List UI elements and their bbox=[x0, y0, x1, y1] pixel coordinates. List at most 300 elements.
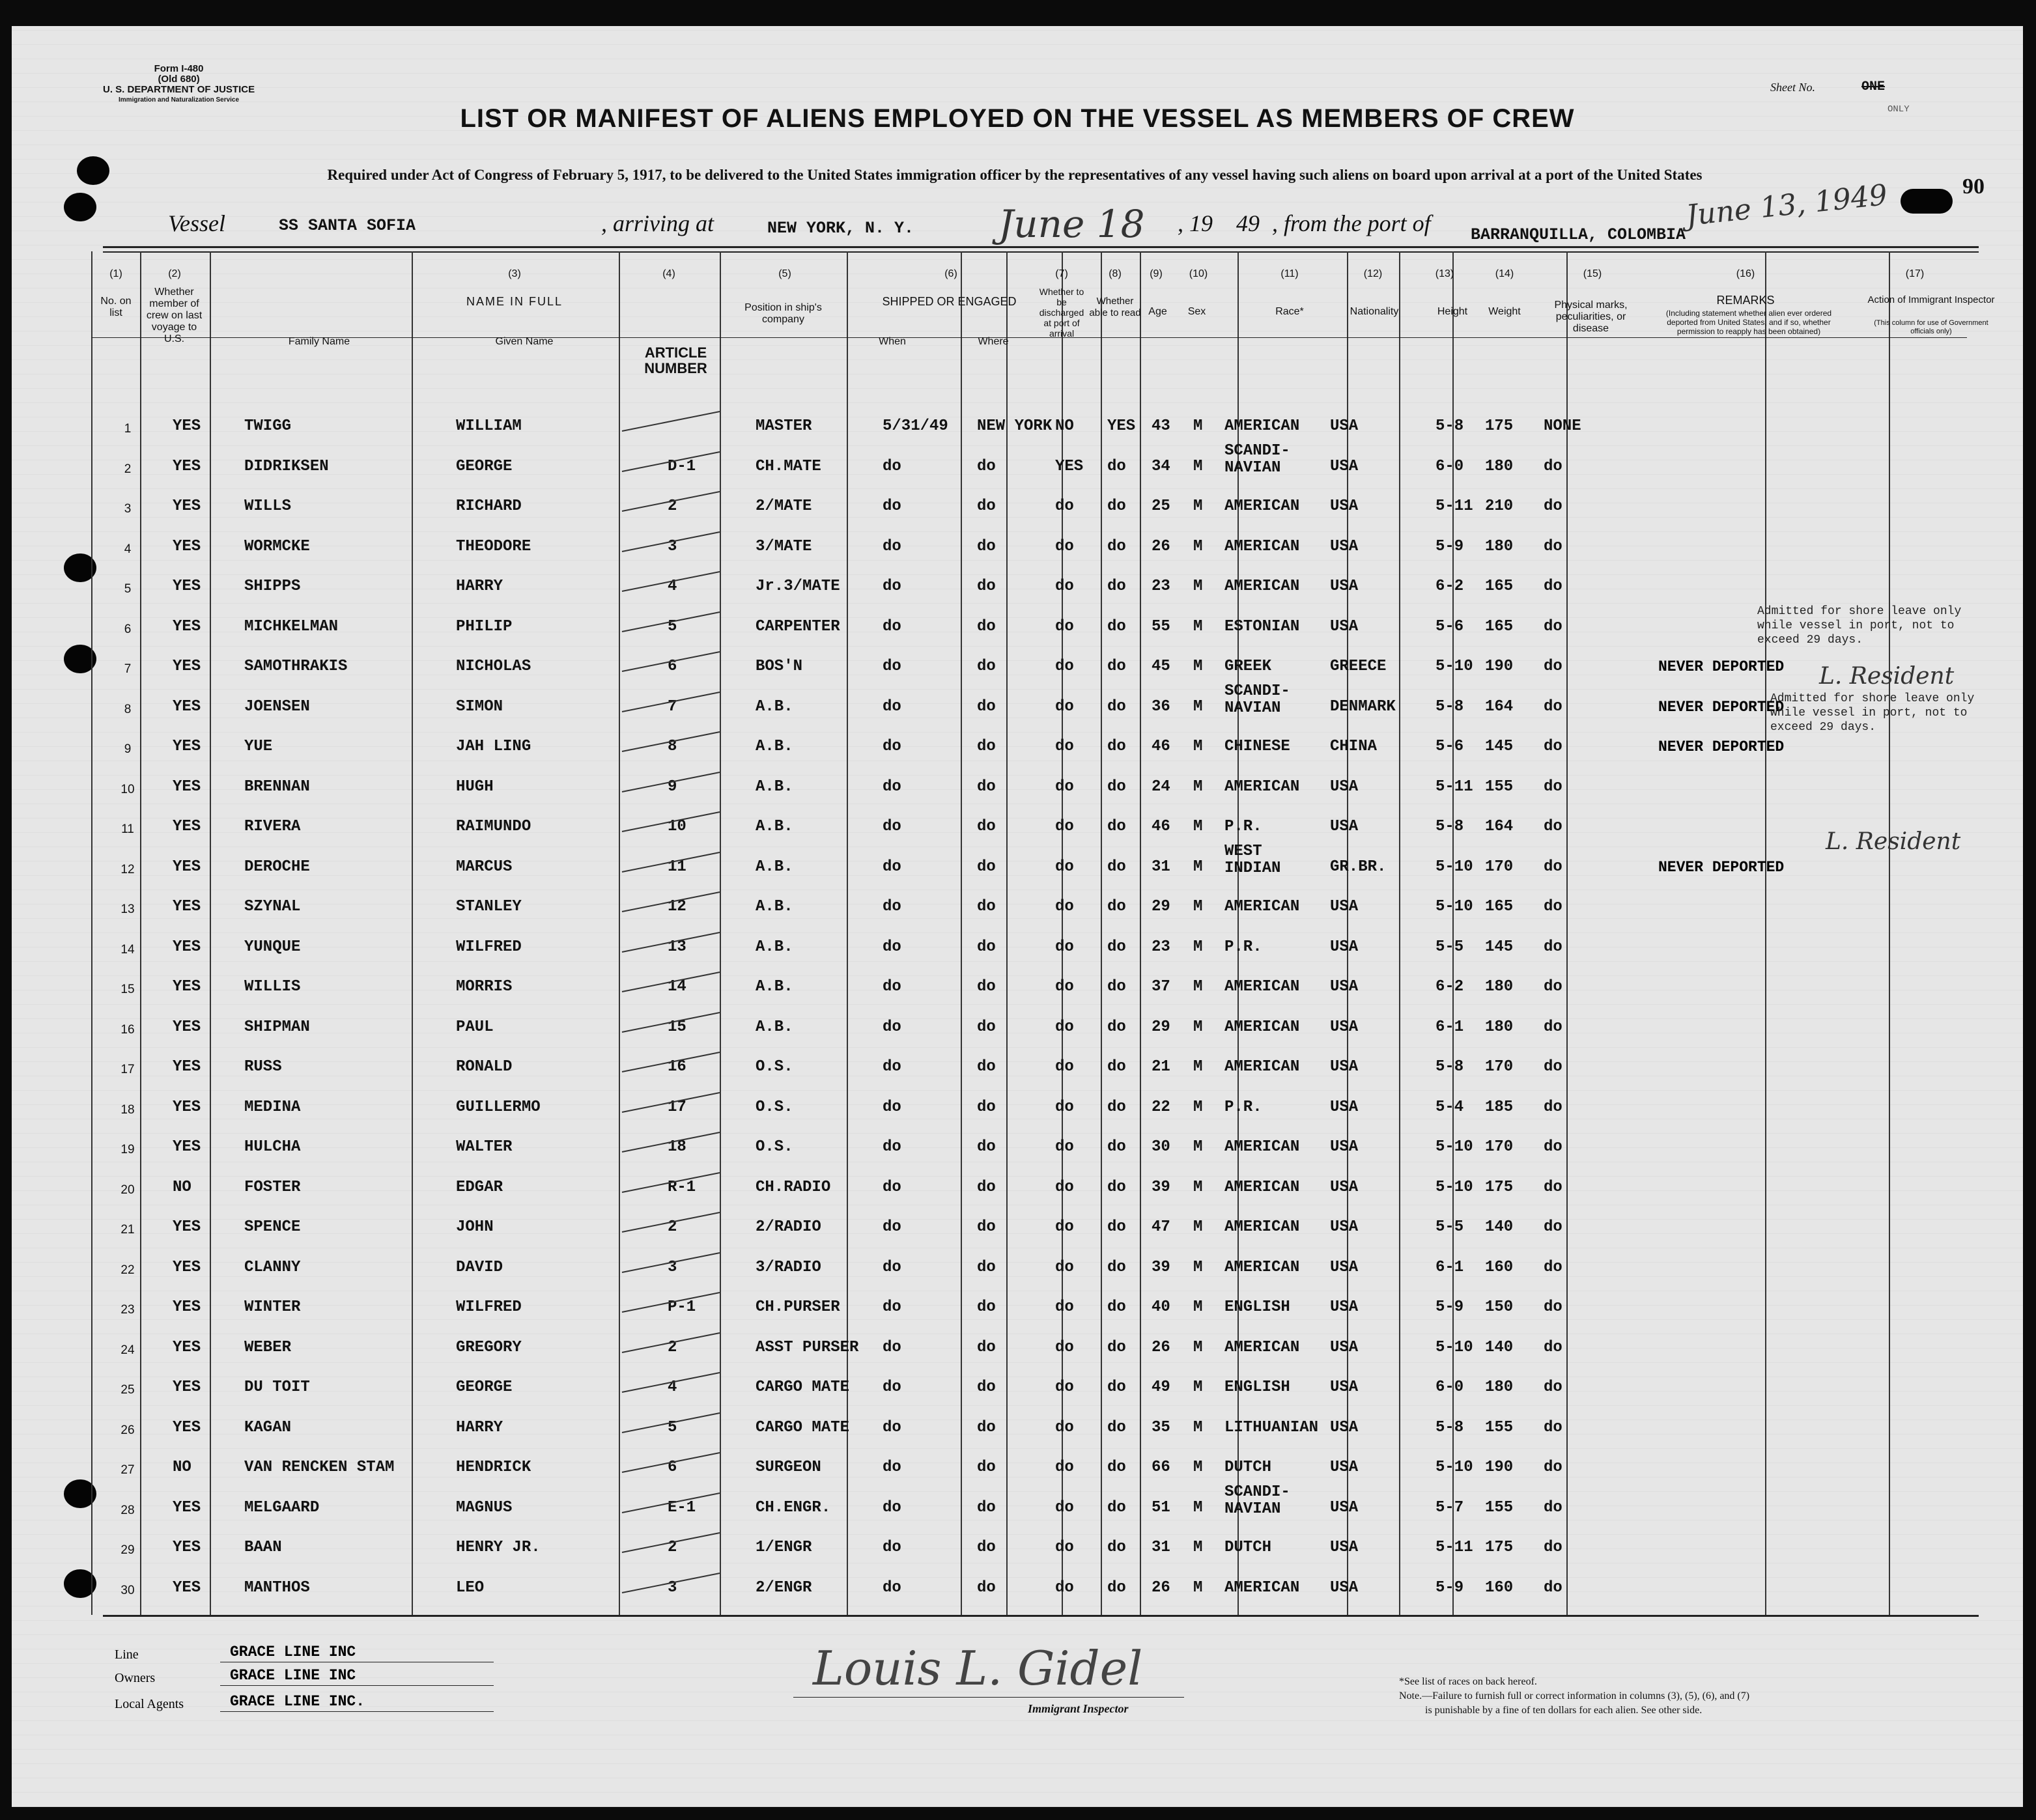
row-number: 9 bbox=[124, 742, 132, 756]
family-name-cell: BRENNAN bbox=[244, 777, 310, 796]
read-cell: do bbox=[1107, 1098, 1126, 1116]
sex-cell: M bbox=[1193, 1539, 1203, 1556]
position-cell: A.B. bbox=[756, 858, 793, 876]
column-divider bbox=[91, 251, 92, 1615]
read-cell: do bbox=[1107, 978, 1126, 996]
weight-cell: 145 bbox=[1485, 938, 1514, 956]
article-cell: 15 bbox=[668, 1018, 686, 1036]
position-cell: MASTER bbox=[756, 417, 812, 435]
article-cell: 11 bbox=[668, 858, 686, 876]
sex-cell: M bbox=[1193, 617, 1203, 636]
nationality-cell: USA bbox=[1330, 617, 1359, 636]
marks-cell: do bbox=[1544, 1018, 1562, 1036]
discharged-cell: do bbox=[1055, 978, 1074, 996]
nationality-cell: USA bbox=[1330, 1338, 1359, 1356]
height-cell: 5-10 bbox=[1435, 658, 1473, 675]
height-cell: 5-8 bbox=[1435, 1418, 1464, 1436]
race-cell: AMERICAN bbox=[1224, 1138, 1300, 1156]
column-divider bbox=[1765, 251, 1766, 1615]
nationality-cell: GR.BR. bbox=[1330, 858, 1387, 876]
pen-tick-mark bbox=[619, 1250, 723, 1276]
col-header-nationality: Nationality bbox=[1350, 306, 1399, 317]
column-number: (14) bbox=[1495, 268, 1514, 279]
nationality-cell: USA bbox=[1330, 1258, 1359, 1276]
age-cell: 21 bbox=[1152, 1058, 1170, 1076]
race-cell: WEST INDIAN bbox=[1224, 842, 1281, 877]
last-voyage-cell: YES bbox=[173, 1379, 201, 1396]
shore-leave-stamp: Admitted for shore leave only while vessel in port, not to exceed 29 days. bbox=[1770, 692, 1975, 734]
race-cell: AMERICAN bbox=[1224, 1058, 1300, 1076]
race-cell: AMERICAN bbox=[1224, 1258, 1300, 1276]
pen-tick-mark bbox=[619, 1050, 723, 1076]
height-cell: 5-9 bbox=[1435, 1298, 1464, 1316]
discharged-cell: do bbox=[1055, 1539, 1074, 1556]
family-name-cell: JOENSEN bbox=[244, 697, 310, 716]
col-header-weight: Weight bbox=[1488, 306, 1521, 317]
col-header-action-sub: (This column for use of Government officials only) bbox=[1874, 319, 1988, 335]
height-cell: 5-4 bbox=[1435, 1098, 1464, 1116]
height-cell: 6-0 bbox=[1435, 457, 1464, 475]
row-number: 4 bbox=[124, 542, 132, 556]
marks-cell: do bbox=[1544, 1338, 1562, 1356]
pen-tick-mark bbox=[619, 1010, 723, 1036]
nationality-cell: USA bbox=[1330, 777, 1359, 796]
line-value: GRACE LINE INC bbox=[230, 1644, 356, 1660]
shipped-where-cell: do bbox=[977, 1138, 996, 1156]
height-cell: 5-7 bbox=[1435, 1498, 1464, 1517]
sex-cell: M bbox=[1193, 417, 1203, 435]
discharged-cell: do bbox=[1055, 938, 1074, 956]
redaction-blot bbox=[1901, 189, 1953, 214]
family-name-cell: SPENCE bbox=[244, 1218, 301, 1236]
shipped-where-cell: do bbox=[977, 1218, 996, 1236]
nationality-cell: USA bbox=[1330, 417, 1359, 435]
height-cell: 5-5 bbox=[1435, 938, 1464, 956]
last-voyage-cell: YES bbox=[173, 1018, 201, 1036]
given-name-cell: DAVID bbox=[456, 1258, 503, 1276]
article-cell: 5 bbox=[668, 617, 677, 636]
marks-cell: do bbox=[1544, 578, 1562, 595]
given-name-cell: WILLIAM bbox=[456, 417, 522, 435]
discharged-cell: do bbox=[1055, 537, 1074, 555]
column-divider bbox=[1006, 251, 1008, 1615]
row-number: 22 bbox=[120, 1263, 135, 1277]
height-cell: 6-1 bbox=[1435, 1258, 1464, 1276]
shipped-when-cell: do bbox=[883, 1138, 901, 1156]
shipped-when-cell: do bbox=[883, 1539, 901, 1556]
position-cell: A.B. bbox=[756, 1018, 793, 1036]
weight-cell: 145 bbox=[1485, 738, 1514, 755]
race-cell: P.R. bbox=[1224, 818, 1262, 835]
shipped-where-cell: do bbox=[977, 1578, 996, 1597]
shipped-when-cell: do bbox=[883, 578, 901, 595]
height-cell: 5-5 bbox=[1435, 1218, 1464, 1236]
last-voyage-cell: YES bbox=[173, 1498, 201, 1517]
last-voyage-cell: YES bbox=[173, 1058, 201, 1076]
article-cell: 14 bbox=[668, 978, 686, 996]
age-cell: 29 bbox=[1152, 1018, 1170, 1036]
column-divider bbox=[1347, 251, 1348, 1615]
column-number: (17) bbox=[1905, 268, 1925, 279]
nationality-cell: USA bbox=[1330, 898, 1359, 916]
race-cell: SCANDI- NAVIAN bbox=[1224, 682, 1290, 717]
race-cell: ESTONIAN bbox=[1224, 617, 1300, 636]
marks-cell: do bbox=[1544, 1058, 1562, 1076]
shipped-when-cell: do bbox=[883, 738, 901, 755]
marks-cell: do bbox=[1544, 898, 1562, 916]
given-name-cell: HARRY bbox=[456, 578, 503, 595]
age-cell: 34 bbox=[1152, 457, 1170, 475]
family-name-cell: CLANNY bbox=[244, 1258, 301, 1276]
family-name-cell: KAGAN bbox=[244, 1418, 292, 1436]
column-divider bbox=[1889, 251, 1890, 1615]
form-old-number: (Old 680) bbox=[158, 74, 200, 85]
nationality-cell: USA bbox=[1330, 1058, 1359, 1076]
shipped-when-cell: do bbox=[883, 1298, 901, 1316]
discharged-cell: do bbox=[1055, 1098, 1074, 1116]
shipped-when-cell: do bbox=[883, 537, 901, 555]
marks-cell: do bbox=[1544, 1098, 1562, 1116]
sex-cell: M bbox=[1193, 858, 1203, 876]
column-number: (2) bbox=[168, 268, 181, 279]
row-number: 26 bbox=[120, 1423, 135, 1437]
position-cell: 2/RADIO bbox=[756, 1218, 821, 1236]
read-cell: do bbox=[1107, 1459, 1126, 1476]
shipped-where-cell: NEW YORK bbox=[977, 417, 1053, 435]
row-number: 14 bbox=[120, 942, 135, 957]
height-cell: 5-9 bbox=[1435, 537, 1464, 555]
shipped-where-cell: do bbox=[977, 1298, 996, 1316]
read-cell: do bbox=[1107, 1178, 1126, 1196]
article-cell: 9 bbox=[668, 777, 677, 796]
height-cell: 6-0 bbox=[1435, 1379, 1464, 1396]
height-cell: 5-10 bbox=[1435, 1459, 1473, 1476]
col-header-no: No. on list bbox=[100, 296, 132, 318]
age-cell: 39 bbox=[1152, 1178, 1170, 1196]
last-voyage-cell: YES bbox=[173, 978, 201, 996]
race-cell: AMERICAN bbox=[1224, 978, 1300, 996]
col-header-remarks: REMARKS bbox=[1716, 294, 1775, 307]
last-voyage-cell: YES bbox=[173, 1338, 201, 1356]
column-divider bbox=[1399, 251, 1400, 1615]
last-voyage-cell: YES bbox=[173, 777, 201, 796]
given-name-cell: MORRIS bbox=[456, 978, 513, 996]
position-cell: CARGO MATE bbox=[756, 1418, 850, 1436]
given-name-cell: GREGORY bbox=[456, 1338, 522, 1356]
family-name-cell: WINTER bbox=[244, 1298, 301, 1316]
height-cell: 5-6 bbox=[1435, 617, 1464, 636]
col-header-given-name: Given Name bbox=[495, 336, 554, 347]
pen-tick-mark bbox=[619, 609, 723, 636]
remark-cell: NEVER DEPORTED bbox=[1658, 658, 1785, 675]
age-cell: 29 bbox=[1152, 898, 1170, 916]
given-name-cell: HARRY bbox=[456, 1418, 503, 1436]
position-cell: BOS'N bbox=[756, 658, 803, 675]
family-name-cell: SHIPMAN bbox=[244, 1018, 310, 1036]
column-number: (10) bbox=[1189, 268, 1208, 279]
age-cell: 26 bbox=[1152, 1338, 1170, 1356]
col-header-where: Where bbox=[978, 336, 1009, 347]
nationality-cell: USA bbox=[1330, 1018, 1359, 1036]
position-cell: 3/MATE bbox=[756, 537, 812, 555]
pen-tick-mark bbox=[619, 1290, 723, 1316]
discharged-cell: do bbox=[1055, 1578, 1074, 1597]
arriving-label: , arriving at bbox=[601, 210, 714, 236]
discharged-cell: do bbox=[1055, 1379, 1074, 1396]
marks-cell: do bbox=[1544, 978, 1562, 996]
race-cell: AMERICAN bbox=[1224, 777, 1300, 796]
age-cell: 39 bbox=[1152, 1258, 1170, 1276]
column-number: (5) bbox=[778, 268, 791, 279]
discharged-cell: do bbox=[1055, 1298, 1074, 1316]
age-cell: 26 bbox=[1152, 1578, 1170, 1597]
shipped-when-cell: do bbox=[883, 457, 901, 475]
nationality-cell: USA bbox=[1330, 537, 1359, 555]
family-name-cell: YUE bbox=[244, 738, 273, 755]
given-name-cell: PHILIP bbox=[456, 617, 513, 636]
age-cell: 23 bbox=[1152, 578, 1170, 595]
row-number: 7 bbox=[124, 662, 132, 676]
weight-cell: 160 bbox=[1485, 1578, 1514, 1597]
weight-cell: 150 bbox=[1485, 1298, 1514, 1316]
given-name-cell: NICHOLAS bbox=[456, 658, 531, 675]
owners-value: GRACE LINE INC bbox=[230, 1667, 356, 1684]
column-divider bbox=[1062, 251, 1063, 1615]
shipped-when-cell: do bbox=[883, 1338, 901, 1356]
marks-cell: do bbox=[1544, 617, 1562, 636]
article-cell: P-1 bbox=[668, 1298, 696, 1316]
pen-tick-mark bbox=[619, 809, 723, 835]
given-name-cell: WILFRED bbox=[456, 1298, 522, 1316]
remark-cell: NEVER DEPORTED bbox=[1658, 858, 1785, 876]
departure-port: BARRANQUILLA, COLOMBIA bbox=[1471, 225, 1686, 244]
given-name-cell: GEORGE bbox=[456, 457, 513, 475]
pen-tick-mark bbox=[619, 409, 723, 435]
shipped-when-cell: do bbox=[883, 1098, 901, 1116]
shipped-when-cell: do bbox=[883, 1058, 901, 1076]
article-cell: 3 bbox=[668, 1578, 677, 1597]
article-cell: 2 bbox=[668, 1218, 677, 1236]
col-header-age: Age bbox=[1148, 306, 1167, 317]
arrival-port: NEW YORK, N. Y. bbox=[767, 219, 914, 238]
age-cell: 30 bbox=[1152, 1138, 1170, 1156]
given-name-cell: MARCUS bbox=[456, 858, 513, 876]
read-cell: do bbox=[1107, 777, 1126, 796]
marks-cell: do bbox=[1544, 1498, 1562, 1517]
shipped-where-cell: do bbox=[977, 1018, 996, 1036]
column-number: (3) bbox=[508, 268, 521, 279]
sex-cell: M bbox=[1193, 898, 1203, 916]
agents-value: GRACE LINE INC. bbox=[230, 1693, 365, 1710]
article-cell: 18 bbox=[668, 1138, 686, 1156]
marks-cell: do bbox=[1544, 537, 1562, 555]
column-divider bbox=[961, 251, 962, 1615]
nationality-cell: USA bbox=[1330, 1098, 1359, 1116]
read-cell: do bbox=[1107, 738, 1126, 755]
marks-cell: do bbox=[1544, 658, 1562, 675]
pen-tick-mark bbox=[619, 970, 723, 996]
discharged-cell: do bbox=[1055, 658, 1074, 675]
sex-cell: M bbox=[1193, 1578, 1203, 1597]
column-divider bbox=[1452, 251, 1454, 1615]
discharged-cell: do bbox=[1055, 898, 1074, 916]
weight-cell: 180 bbox=[1485, 537, 1514, 555]
service-name: Immigration and Naturalization Service bbox=[119, 96, 240, 104]
discharged-cell: do bbox=[1055, 738, 1074, 755]
shipped-where-cell: do bbox=[977, 1058, 996, 1076]
height-cell: 5-8 bbox=[1435, 417, 1464, 435]
inspector-signature: Louis L. Gidel bbox=[813, 1641, 1143, 1696]
article-cell: 2 bbox=[668, 497, 677, 515]
family-name-cell: YUNQUE bbox=[244, 938, 301, 956]
read-cell: YES bbox=[1107, 417, 1136, 435]
height-cell: 5-10 bbox=[1435, 898, 1473, 916]
given-name-cell: HENDRICK bbox=[456, 1459, 531, 1476]
row-number: 12 bbox=[120, 862, 135, 876]
nationality-cell: DENMARK bbox=[1330, 697, 1396, 716]
article-cell: 3 bbox=[668, 537, 677, 555]
read-cell: do bbox=[1107, 1338, 1126, 1356]
article-cell: 3 bbox=[668, 1258, 677, 1276]
last-voyage-cell: YES bbox=[173, 818, 201, 835]
height-cell: 5-11 bbox=[1435, 777, 1473, 796]
marks-cell: do bbox=[1544, 457, 1562, 475]
height-cell: 6-1 bbox=[1435, 1018, 1464, 1036]
pen-tick-mark bbox=[619, 1090, 723, 1116]
agents-label: Local Agents bbox=[115, 1697, 184, 1711]
weight-cell: 155 bbox=[1485, 1498, 1514, 1517]
age-cell: 49 bbox=[1152, 1379, 1170, 1396]
article-cell: 8 bbox=[668, 738, 677, 755]
read-cell: do bbox=[1107, 1018, 1126, 1036]
age-cell: 36 bbox=[1152, 697, 1170, 716]
position-cell: CARGO MATE bbox=[756, 1379, 850, 1396]
shipped-when-cell: do bbox=[883, 978, 901, 996]
column-divider bbox=[412, 251, 413, 1615]
given-name-cell: LEO bbox=[456, 1578, 485, 1597]
discharged-cell: do bbox=[1055, 1058, 1074, 1076]
sheet-alt-value: ONLY bbox=[1888, 104, 1910, 115]
col-header-article-number: ARTICLE NUMBER bbox=[644, 344, 707, 376]
marks-cell: do bbox=[1544, 1539, 1562, 1556]
position-cell: A.B. bbox=[756, 978, 793, 996]
sex-cell: M bbox=[1193, 777, 1203, 796]
read-cell: do bbox=[1107, 858, 1126, 876]
marks-cell: do bbox=[1544, 1178, 1562, 1196]
position-cell: CH.PURSER bbox=[756, 1298, 840, 1316]
age-cell: 35 bbox=[1152, 1418, 1170, 1436]
read-cell: do bbox=[1107, 1539, 1126, 1556]
shipped-when-cell: do bbox=[883, 938, 901, 956]
read-cell: do bbox=[1107, 818, 1126, 835]
nationality-cell: USA bbox=[1330, 1379, 1359, 1396]
pen-tick-mark bbox=[619, 489, 723, 515]
position-cell: 1/ENGR bbox=[756, 1539, 812, 1556]
family-name-cell: BAAN bbox=[244, 1539, 282, 1556]
age-cell: 26 bbox=[1152, 537, 1170, 555]
read-cell: do bbox=[1107, 1418, 1126, 1436]
given-name-cell: JOHN bbox=[456, 1218, 494, 1236]
last-voyage-cell: YES bbox=[173, 858, 201, 876]
age-cell: 25 bbox=[1152, 497, 1170, 515]
row-number: 6 bbox=[124, 622, 132, 636]
form-number: Form I-480 bbox=[154, 63, 204, 74]
col-header-position: Position in ship's company bbox=[744, 302, 822, 325]
article-cell: 4 bbox=[668, 1379, 677, 1396]
position-cell: CARPENTER bbox=[756, 617, 840, 636]
sex-cell: M bbox=[1193, 457, 1203, 475]
discharged-cell: NO bbox=[1055, 417, 1074, 435]
last-voyage-cell: YES bbox=[173, 497, 201, 515]
position-cell: 2/MATE bbox=[756, 497, 812, 515]
page-number: 90 bbox=[1962, 175, 1985, 199]
col-header-name: NAME IN FULL bbox=[466, 295, 563, 308]
marks-cell: do bbox=[1544, 1459, 1562, 1476]
signature-rule bbox=[793, 1697, 1184, 1698]
marks-cell: do bbox=[1544, 777, 1562, 796]
given-name-cell: RICHARD bbox=[456, 497, 522, 515]
height-cell: 5-10 bbox=[1435, 1178, 1473, 1196]
column-divider bbox=[1140, 251, 1141, 1615]
read-cell: do bbox=[1107, 898, 1126, 916]
sex-cell: M bbox=[1193, 578, 1203, 595]
handwritten-note: L. Resident bbox=[1819, 663, 1955, 690]
family-name-cell: WEBER bbox=[244, 1338, 292, 1356]
shipped-where-cell: do bbox=[977, 537, 996, 555]
marks-cell: do bbox=[1544, 697, 1562, 716]
shipped-where-cell: do bbox=[977, 777, 996, 796]
row-number: 24 bbox=[120, 1343, 135, 1357]
age-cell: 45 bbox=[1152, 658, 1170, 675]
footer-rule bbox=[220, 1711, 494, 1712]
nationality-cell: CHINA bbox=[1330, 738, 1378, 755]
race-cell: GREEK bbox=[1224, 658, 1272, 675]
read-cell: do bbox=[1107, 1218, 1126, 1236]
given-name-cell: MAGNUS bbox=[456, 1498, 513, 1517]
row-number: 30 bbox=[120, 1583, 135, 1597]
shipped-when-cell: do bbox=[883, 697, 901, 716]
position-cell: CH.ENGR. bbox=[756, 1498, 831, 1517]
position-cell: 2/ENGR bbox=[756, 1578, 812, 1597]
read-cell: do bbox=[1107, 1298, 1126, 1316]
pen-tick-mark bbox=[619, 1330, 723, 1356]
col-header-family-name: Family Name bbox=[288, 336, 350, 347]
age-cell: 51 bbox=[1152, 1498, 1170, 1517]
article-cell: D-1 bbox=[668, 457, 696, 475]
table-top-rule bbox=[103, 251, 1979, 253]
race-cell: AMERICAN bbox=[1224, 1218, 1300, 1236]
family-name-cell: HULCHA bbox=[244, 1138, 301, 1156]
pen-tick-mark bbox=[619, 690, 723, 716]
discharged-cell: do bbox=[1055, 1418, 1074, 1436]
last-voyage-cell: YES bbox=[173, 578, 201, 595]
remark-cell: NEVER DEPORTED bbox=[1658, 698, 1785, 716]
sheet-label: Sheet No. bbox=[1770, 81, 1815, 94]
height-cell: 5-9 bbox=[1435, 1578, 1464, 1597]
pen-tick-mark bbox=[619, 1491, 723, 1517]
nationality-cell: USA bbox=[1330, 938, 1359, 956]
footer-rule bbox=[220, 1685, 494, 1686]
shipped-where-cell: do bbox=[977, 1098, 996, 1116]
shipped-when-cell: do bbox=[883, 1258, 901, 1276]
race-cell: SCANDI- NAVIAN bbox=[1224, 1483, 1290, 1518]
sex-cell: M bbox=[1193, 1138, 1203, 1156]
weight-cell: 180 bbox=[1485, 1379, 1514, 1396]
page-title: LIST OR MANIFEST OF ALIENS EMPLOYED ON THE VESSEL AS MEMBERS OF CREW bbox=[460, 104, 1575, 133]
marks-cell: do bbox=[1544, 1379, 1562, 1396]
age-cell: 40 bbox=[1152, 1298, 1170, 1316]
nationality-cell: USA bbox=[1330, 1498, 1359, 1517]
